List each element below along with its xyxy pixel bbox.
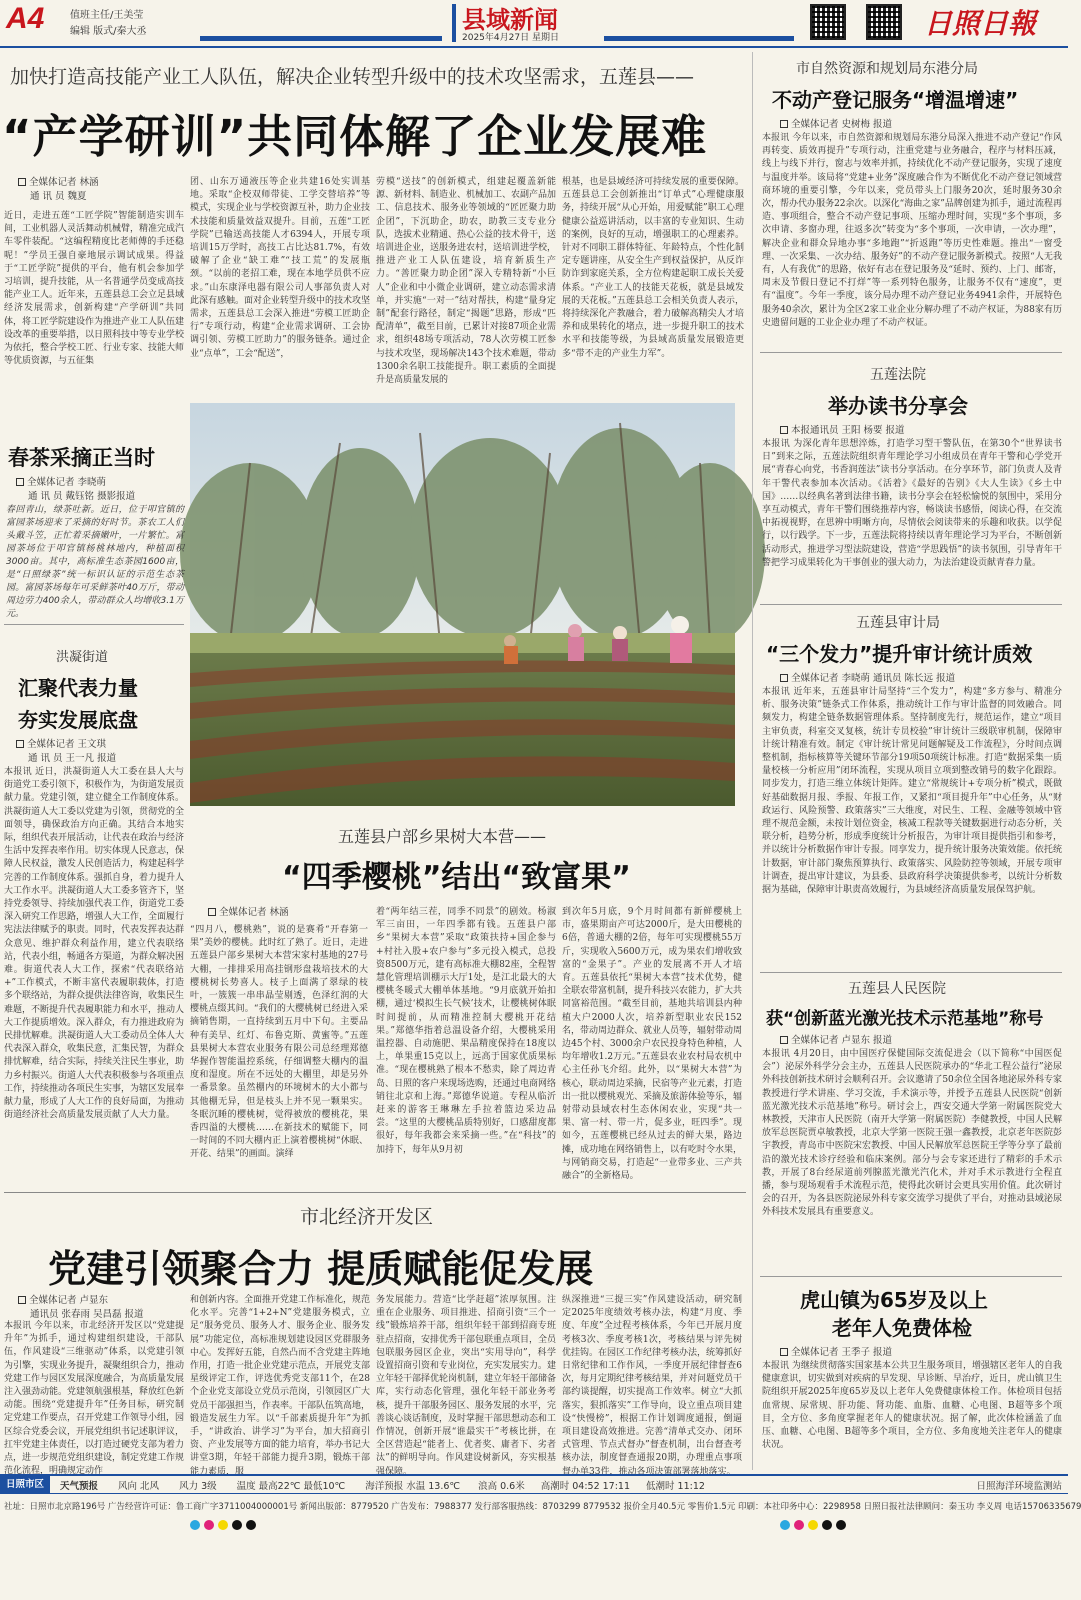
- tea-title: 春茶采摘正当时: [8, 446, 155, 470]
- weather-item: 高潮时 04:52 17:11: [540, 1480, 631, 1492]
- qr-code-icon: [810, 4, 846, 40]
- cherry-col-1: “四月八，樱桃熟”，说的是赛肴“开春第一果”美妙的樱桃。此时红了熟了。近日，走进五莲县户部乡果树大本营宋家村基地的27号大棚，一排排采用高挂钢形盘栽培技术的大樱桃树长势喜人。枝子上面满了翠绿的枝叶，一簇簇一串串晶莹剔透，色泽红润的大樱桃点缀其间。“我们的大樱桃树已经进入采摘销售期，一直持续到五月中下旬。主要品种有美早、红灯、布鲁克斯、黄蜜等。”五莲县果树大本营农业服务有限公司总经理郑德华握作智能温控系统，仔细调整大棚内的温度和湿度。所在不远处的大棚里，却是另外一番景象。虽然棚内的环境树木的大小都与其他棚无异，但是枝头上并不见一颗果实。冬眠沉睡的樱桃树，觉得被放的樱桃花，果香四溢的大樱桃……在新技术的赋能下，同一时间的不同大棚内正上演着樱桃树“休眠、开花、结果”的画面。演绎: [190, 925, 368, 1160]
- court-byline-reporter: 本报通讯员 王阳 杨要 报道: [791, 425, 905, 436]
- tea-byline-correspondent: 通 讯 员 戴钰铭 摄影报道: [28, 491, 136, 502]
- cherry-kicker: 五莲县户部乡果树大本营——: [338, 827, 547, 846]
- health-title-2: 老年人免费体检: [832, 1316, 972, 1340]
- audit-byline-reporter: 全媒体记者 李晓萌 通讯员 陈长远 报道: [791, 673, 956, 684]
- honglin-kicker: 洪凝街道: [56, 650, 109, 665]
- color-registration-marks: [780, 1520, 846, 1530]
- weather-item: 浪高 0.6米: [478, 1480, 525, 1492]
- health-byline: [780, 1346, 1060, 1360]
- hospital-byline-reporter: 全媒体记者 卢显东 报道: [791, 1035, 893, 1046]
- honglin-title-2: 夯实发展底盘: [18, 708, 138, 732]
- honglin-byline-reporter: 全媒体记者 王文琪: [27, 739, 107, 750]
- weather-source: 日照海洋环境监测站: [976, 1480, 1062, 1492]
- tea-photo-image: [190, 403, 735, 806]
- footer-line: 社址：日照市北京路196号 广告经营许可证：鲁工商广字3711004000001号 新闻出版部：8779520 广告发布：7988377 发行部客服热线：8703299 8779532 报价全月40.5元 零售价1.5元 印刷：本社印务中心：2298958 日照日报社法律顾问：秦玉功 李义周 电话15706335679: [4, 1502, 1081, 1512]
- cyan-mark-icon: [190, 1520, 200, 1530]
- party-byline-reporter: 全媒体记者 卢显东: [29, 1295, 109, 1306]
- tea-byline-reporter: 全媒体记者 李晓萌: [27, 477, 107, 488]
- court-byline: [780, 424, 1060, 438]
- honglin-byline-correspondent: 通 讯 员 王一凡 报道: [28, 753, 117, 764]
- cherry-byline-reporter: 全媒体记者 林涵: [219, 907, 289, 918]
- lead-col-1: 近日，走进五莲“工匠学院”智能制造实训车间，工业机器人灵活舞动机械臂，精准完成汽车零件装配。“这编程精度比老师傅的手还稳呢！”学员王强自豪地展示调试成果。得益于“工匠学院”提供的平台，他有机会参加学习培训，提升技能，从一名普通学员变成高技能产业工人。近年来，五莲县总工会立足县域经济发展需求，创新构建“产学研训”共同体，将工匠学院建设作为推进产业工人队伍建设改革的重要举措，以日照科技中等专业学校为依托，整合学校工匠、行业专家、技能大师等优质资源，与五征集: [4, 211, 185, 367]
- page-number: A4: [6, 2, 45, 35]
- weather-item: 风力 3级: [179, 1480, 217, 1492]
- weather-heading: 天气预报: [60, 1480, 99, 1492]
- masthead: [0, 0, 1068, 44]
- weather-bar: [0, 1474, 1068, 1494]
- tea-photo: [190, 403, 735, 806]
- realestate-kicker: 市自然资源和规划局东港分局: [796, 61, 978, 77]
- party-kicker: 市北经济开发区: [300, 1206, 434, 1228]
- black-mark-icon: [232, 1520, 242, 1530]
- party-col-4: 纵深推进“三提三实”作风建设活动，研究制定2025年度绩效考核办法，构建“月度、季度、年度”全过程考核体系，今年已开展月度考核3次、季度考核1次，考核结果与评先树优挂钩。在园区工作纪律考核办法，统筹抓好日常纪律和工作作风，一季度开展纪律督查6次，每月定期纪律考核结果，并对问题党员干部约谈提醒，切实提高工作效率。树立“大抓落实，狠抓落实”工作导向，设立重点项目建设“快慢榜”，根据工作计划调度通报，倒逼项目建设高效推进。完善“清单式交办、闭环式管理、节点式督办”督查机制，出台督查考核办法，制度督查通报20期，办理重点事项督办单33件，推动各项决策部署落地落实。: [562, 1295, 743, 1477]
- black-mark-icon: [822, 1520, 832, 1530]
- court-title: 举办读书分享会: [828, 394, 968, 418]
- realestate-byline-reporter: 全媒体记者 史树梅 报道: [791, 119, 893, 130]
- lead-byline-correspondent: 通 讯 员 魏夏: [30, 191, 87, 202]
- black-mark-icon: [246, 1520, 256, 1530]
- tea-byline: [16, 476, 181, 504]
- lead-col-3: 劳模“送技”的创新模式，组建起覆盖新能源、新材料、制造业、机械加工、农副产品加工、信息技术、服务业等领域的“匠匠聚力助企团”，下沉助企，助农，助教三支专业分队，选拔术业精通、热心公益的技术骨干，送培训进企业，送服务进农村，送培训进学校，推进产业工人队伍建设，培育新质生产力。“善匠聚力助企团”深入专精特新“小巨人”企业和中小微企业调研，建立动态需求清单，并实施“一对一”结对帮扶，构建“量身定制”配套行路径，制定“揭题”思路，形成“匹配清单”，截至目前，已累计对接87项企业需求，组织48场专项活动，78人次劳模工匠参与技术攻坚，现场解决143个技术难题，带动1300余名职工技能提升。职工素质的全面提升是高质量发展的: [376, 177, 557, 386]
- realestate-title: 不动产登记服务“增温增速”: [772, 88, 1019, 112]
- audit-byline: [780, 672, 1062, 686]
- hospital-byline: [780, 1034, 1060, 1048]
- audit-body: 本报讯 近年来，五莲县审计局坚持“三个发力”，构建“多方参与、精准分析、服务决策”链条式工作体系，推动统计工作与审计监督的同效融合。同频发力，构建全链条数据管理体系。坚持制度先行，规范运作，建立“项目主审负责，科室交叉复核，统计专员校验”审计统计三级联审机制，保障审计统计精准有效。制定《审计统计常见问题解疑及工作流程》，分时间点调整机制，指标核算等关键环节部分19项50项统计标准。打造“数据采集一质量校核一分析应用”闭环流程，实现从项目立项到整改销号的数字化跟踪。同步发力，打造三维立体统计矩阵。建立“常规统计+专项分析”模式，既做好基础数据月报、季报、年报工作，又紧扣“项目提升年”中心任务，从“财政运行、风险预警、政策落实”三大维度，对民生、工程、金融等领域中管理不规范金额，未按计划位资金，核减工程款等关键数据进行动态分析，关联分析，趋势分析，形成季度统计分析报告，为审计项目提供指引和参考，并以统计分析数据作审计专报。同享发力，提升统计服务决策效能。依托统计数据，审计部门聚焦预算执行、政策落实、风险防控等领域，开展专项审计调查，提出审计建议，为县委、县政府科学决策提供参考，以统计分析数据为基础，保障审计职责高效履行，为县域经济高质量发展保驾护航。: [762, 687, 1062, 896]
- lead-kicker: 加快打造高技能产业工人队伍，解决企业转型升级中的技术攻坚需求，五莲县——: [10, 66, 695, 88]
- tea-caption: 春回青山，绿茶吐新。近日，位于叩官镇的富园茶场迎来了采摘的好时节。茶农工人们头戴斗笠，正忙着采摘嫩叶，一片繁忙。富园茶场位于叩官镇杨桃林地内，种植面积3000亩。其中，高标准生态茶园1600亩，是“日照绿茶”统一标识认证的示范生态茶园。富园茶场每年可采鲜茶叶40万斤，带动周边劳力400余人，带动群众人均增收3.1万元。: [6, 505, 184, 619]
- party-byline: [18, 1294, 188, 1322]
- yellow-mark-icon: [218, 1520, 228, 1530]
- honglin-body: 本报讯 近日，洪凝街道人大工委在县人大与街道党工委引领下，积极作为，为街道发展贡献力量。党建引领，建立健全工作制度体系。洪凝街道人大工委以党建为引领，贯彻党的全面领导，确保政治方向正确。其结合本地实际，组织代表开展活动，让代表在政治与经济生活中发挥表率作用。切实体现人民意志，保障人民权益，激发人民创造活力，构建起科学完善的工作制度体系。强抓自身，着力提升人大工作水平。洪凝街道人大工委多管齐下，坚持党委领导、持续加强代表工作，街道党工委深入研究工作思路，增强人大工作，全面履行宪法法律赋予的职责。同时，代表发挥表达群众意见、维护群众利益作用，建立代表联络站，代表小组，畅通各方渠道，为群众解决困难。街道代表人大工作，探索“代表联络站+”工作模式，不断丰富代表履职载体，打造多个联络站，为群众提供法律咨询，收集民生难题，不断提升代表履职能力和水平，推动人大工作提质增效。深入群众，有力推进政府为民排忧解难。洪凝街道人大工委动员全体人大代表深入群众，收集民意，汇集民智，为群众排忧解难，结合实际，持续关注民生事业，助力乡村振兴。街道人大代表积极参与各项重点工作，持续推动各项民生实事，为辖区发展奉献力量，形成了人大工作的良好局面，为推动街道经济社会高质量发展贡献了人大力量。: [4, 767, 185, 1121]
- cherry-col-2: 着“两年结三茬，同季不同景”的剧效。杨淑军三亩田，一年四季都有钱。五莲县户部乡“果树大本营”采取“政策扶持+国企参与+村社入股+农户参与”多元投入模式，总投资8500万元，建有高标准大棚82座，全程智慧化管理培训棚示大厅1处，是江北最大的大樱桃冬暖式大棚单体基地。“9月底就开始扣棚，通过‘模拟生长气候’技术，让樱桃树体眠时间提前，从而精准控制大樱桃开花结果。”郑德华指着总温设备介绍，大樱桃采用温控器、自动施肥、果品精度保持在18度以上，单果重15克以上，远高于国家优质果标准。“现在樱桃熟了根本不愁卖，除了周边青岛、日照的客户来现场选购，还通过电商网络销往北京和上海。”郑德华说道。专程从临沂赶来的游客王琳琳左手拉着篮边采边品尝。“这里的大樱桃品质特别好，口感甜度都很好，每年我都会来采摘一些。”在“科技”的加持下，每年从9月初: [376, 907, 557, 1155]
- section-bar-right: [604, 36, 794, 41]
- lead-col-4: 根基，也是县域经济可持续发展的重要保障。五莲县总工会创新推出“订单式”心理健康服务，持续开展“从心开始，用爱赋能”职工心理健康公益巡讲活动，以丰富的专业知识、生动的案例，良好的互动，增强职工的心理素养。针对不同职工群体特征、年龄特点，个性化制定专题讲座，从安全生产到权益保护，从反诈防诈到家庭关系，全方位构建起职工成长关爱体系。“产业工人的技能天花板，就是县域发展的天花板。”五莲县总工会相关负责人表示，将持续深化产教融合，着力破解高精尖人才培养和成果转化的堵点，进一步提升职工的技术水平和技能等级，为县域高质量发展锻造更多“带不走的产业生力军”。: [562, 177, 744, 359]
- hospital-kicker: 五莲县人民医院: [848, 981, 946, 997]
- section-divider: [452, 4, 456, 42]
- magenta-mark-icon: [204, 1520, 214, 1530]
- magenta-mark-icon: [794, 1520, 804, 1530]
- issue-date: 2025年4月27日 星期日: [462, 33, 559, 43]
- lead-byline: [18, 176, 178, 204]
- honglin-title-1: 汇聚代表力量: [18, 676, 138, 700]
- audit-kicker: 五莲县审计局: [856, 615, 940, 631]
- weather-item: 温度 最高22℃ 最低10℃: [236, 1480, 346, 1492]
- health-body: 本报讯 为继续贯彻落实国家基本公共卫生服务项目，增强辖区老年人的自我健康意识，切实做到对疾病的早发现、早诊断、早治疗，近日，虎山镇卫生院组织开展2025年度65岁及以上老年人免费健康体检工作。体检项目包括血常规、尿常规、肝功能、肾功能、血脂、血糖、心电图、B超等多个项目，全方位、多角度掌握老年人的健康状况。据了解，此次体检涵盖了血压、血糖、心电图、B超等多个项目，全方位、多角度地关注老年人的健康状况。: [762, 1361, 1062, 1451]
- cherry-byline: [208, 906, 378, 920]
- realestate-body: 本报讯 今年以来，市自然资源和规划局东港分局深入推进不动产登记“作风再转变、质效再提升”专项行动，注重党建与业务融合，程序与材料压减，线上与线下并行，窗志与效率并抓，持续优化不动产登记服务，实现了速度与温度并举。该局将“党建+业务”深度融合作为不断优化不动产登记领域营商环境的重要引擎，今年以来，党员带头上门服务20次，延时服务30余次，帮办代办服务22余次。以深化“海曲之家”品牌创建为抓手，通过流程再造、事项组合，整合不动产登记事项、压缩办理时间，实现“多个事项，多次申请、多窗办理，往返多次”转变为“多个事项，一次申请，一次办理”，解决企业和群众异地办事“多地跑”“折返跑”等历史性难题。推出“一窗受理、一次采集、一次办结、服务好”的不动产登记服务新模式。按照“人无我有，人有我优”的思路，依好有志在登记服务及“延时、预约、上门、邮寄，周末及节假日登记不打烊”等一系列特色服务，让服务不仅有“速度”，更有“温度”。今年一季度，该分局办理不动产登记业务4941余件，开展特色服务40余次，累计为全区2家工业企业分解办理了不动产权证，为88家有历史遗留问题的工业企业办理了不动产权证。: [762, 133, 1062, 328]
- section-bar-left: [200, 36, 442, 41]
- lead-byline-reporter: 全媒体记者 林涵: [29, 177, 99, 188]
- cherry-col-3: 到次年5月底，9个月时间都有新鲜樱桃上市，盛果期亩产可达2000斤，是大田樱桃的6倍，普通大棚的2倍，每年可实现樱桃55万斤，实现收入5600万元，成为果农们增收致富的“金果子”。产业的发展离不开人才培育。五莲县依托“果树大本营”技术优势，健全联农带富机制，提升科技兴农能力，扩大共同富裕范围。“截至目前，基地共培训县内种植大户2000人次，培养新型职业农民152名，带动周边群众、就业人员等，辐射带动周边45个村、3000余户农民投身特色种植，人均年增收1.2万元。”五莲县农业农村局农机中心主任孙飞介绍。此外，以“果树大本营”为核心，联动周边采摘，民宿等产业元素，打造出一批以樱桃观光、采摘及旅游体验等乐，辐射带动县域农村生态休闲农业，实现“共一果、富一村、带一片，促多业，旺四季”。现如今，五莲樱桃已经从过去的鲜大果，路边摊，成功地在网络销售上，以有吃时令水果，与网销商交易，打造起“一业带多业、三产共融合”的全新格局。: [562, 907, 743, 1182]
- weather-item: 海洋预报 水温 13.6℃: [365, 1480, 461, 1492]
- yellow-mark-icon: [808, 1520, 818, 1530]
- party-col-3: 务发展能力。营造“比学赶超”浓厚氛围。注重在企业服务、项目推进、招商引资“三个一线”锻炼培养干部，组织年轻干部到招商专班驻点招商，安排优秀干部包联重点项目，全员包联服务园区企业，突出“实用导向”，科学设置招商引资和专业岗位，充实发展实力。建立年轻干部择优轮岗机制，建立年轻干部储备库，实行动态化管理，强化年轻干部业务考核，提升干部服务园区、服务发展的水平，完善谈心谈话制度，及时掌握干部思想动态和工作情况，创新开展“谁最实干”考核比拼，在全区营造起“能者上、优者奖、庸者下、劣者汰”的鲜明导向。作风建设树新风，夯实根基强保障。: [376, 1295, 557, 1477]
- section-name: 县域新闻: [462, 5, 558, 34]
- court-kicker: 五莲法院: [870, 367, 926, 383]
- party-col-1: 本报讯 今年以来，市北经济开发区以“党建提升年”为抓手，通过构建组织建设，干部队伍，作风建设“三维驱动”体系，以党建引领为引擎，实现业务提升，凝聚组织合力，推动党建工作与园区发展深度融合，为高质量发展注入强劲动能。党建领航强根基，释放红色新动能。围绕“党建提升年”任务目标，研究制定党建工作要点，召开党建工作领导小组，园区综合党委会议，开展党组织书记述职评议，扛牢党建主体责任，以打造过硬党支部为着力点，进一步规范党组织建设，制定党建工作规范化流程，明确规定动作: [4, 1321, 185, 1477]
- hospital-title: 获“创新蓝光激光技术示范基地”称号: [766, 1009, 1044, 1029]
- court-body: 本报讯 为深化青年思想淬炼，打造学习型干警队伍，在第30个“世界读书日”到来之际，五莲法院组织青年理论学习小组成员在青年干警和心学党开展“青春心向党，书香润莲法”读书分享活动。在分享环节，部门负责人及青年干警代表参加本次活动。《活着》《最好的告别》《大人生读》《乡土中国》……以经典名著到法律书籍，读书分享会在轻松愉悦的氛围中，采用分享互动模式，青年干警们围绕推荐内容，畅谈读书感悟，阅读心得，在交流中拓视视野，在思辨中明晰方向，尽情依会阅读带来的乐趣和收获。以学促行，以行践学。下一步，五莲法院将持续以青年理论学习为平台，不断创新活动形式，推进学习型法院建设，营造“学思践悟”的读书氛围，引导青年干警把学习成果转化为干事创业的强大动力，为法治建设贡献青春力量。: [762, 439, 1062, 568]
- black-mark-icon: [836, 1520, 846, 1530]
- lead-title: “产学研训”共同体解了企业发展难: [2, 110, 708, 163]
- paper-name-logo: 日照日報: [924, 7, 1037, 40]
- realestate-byline: [780, 118, 1060, 132]
- cherry-title: “四季樱桃”结出“致富果”: [282, 860, 631, 895]
- qr-code-icon: [866, 4, 902, 40]
- color-registration-marks: [190, 1520, 256, 1530]
- weather-item: 低潮时 11:12: [646, 1480, 705, 1492]
- cyan-mark-icon: [780, 1520, 790, 1530]
- health-title-1: 虎山镇为65岁及以上: [800, 1288, 988, 1312]
- audit-title: “三个发力”提升审计统计质效: [766, 642, 1033, 666]
- editor-line-1: 值班主任/王美莹: [70, 10, 144, 21]
- party-byline-correspondent: 通讯员 张春雨 吴昌磊 报道: [30, 1309, 144, 1320]
- lead-col-2: 团、山东万通液压等企业共建16处实训基地。采取“企校双师带徒、工学交替培养”等模式，实现企业与学校资源互补，助力企业技术技能和质量效益双提升。目前，五莲“工匠学院”已输送高技能人才6394人，开展专项培训15万学时，高技工占比达81.7%，有效破解了企业“缺工难”“技工荒”的发展瓶颈。“以前的老招工难，现在本地学员供不应求。”山东康泽电器有限公司人事部负责人对此深有感触。面对企业转型升级中的技术攻坚需求，五莲县总工会深入推进“劳模工匠助企行”专项行动，构建“企业需求调研、工会协调引领、劳模工匠助力”的服务链条。通过企业“点单”，工会“配送”，: [190, 177, 371, 359]
- weather-location: 日照市区: [0, 1476, 50, 1493]
- health-byline-reporter: 全媒体记者 王季子 报道: [791, 1347, 893, 1358]
- hospital-body: 本报讯 4月20日，由中国医疗保健国际交流促进会（以下简称“中国医促会”）泌尿外科学分会主办，五莲县人民医院承办的“华北工程公益行”泌尿外科技创新技术研讨会顺利召开。会议邀请了50余位全国各地泌尿外科专家教授进行学术讲座、学习交流，手术演示等，并授予五莲县人民医院“创新蓝光激光技术示范基地”称号。研讨会上，西安交通大学第一附属医院党大林教授，天津市人民医院（南开大学第一附属医院）李健教授，中国人民解放军总医院贾卓敏教授，北京大学第一医院王强一鑫教授，北京老年医院彭宇教授，青岛市中医院宋宏教授、中国人民解放军总医院王学等分享了最前沿的激光技术诊疗经验和临床案例。部分与会专家还进行了精彩的手术示教，开展了8台经尿道前列腺蓝光激光汽化术，并对手术示教进行全程直播，参与现场观看手术流程示范，使得此次研讨会更具实用价值。此次研讨会的召开，为各县医院泌尿外科专家交流学习提供了平台，对推动县域泌尿外科技术发展具有重要意义。: [762, 1049, 1062, 1218]
- honglin-byline: [16, 738, 181, 766]
- weather-item: 风向 北风: [118, 1480, 160, 1492]
- editor-line-2: 编辑 版式/秦大丞: [70, 26, 147, 37]
- party-col-2: 和创新内容。全面推开党建工作标准化，规范化水平。完善“1+2+N”党建服务模式，立足“服务党员、服务人才、服务企业、服务发展”功能定位，高标准规划建设园区党群服务中心。发挥好五能，自然凸而不含党建主阵地作用，打造一批企业党建示范点，开展党支部星级评定工作，评选优秀党支部11个，在28个企业党支部设立党员示范岗，引领园区广大党员干部强担当，作表率。干部队伍筑高地，锻造发展生力军。以“千部素质提升年”为抓手，“讲政治、讲学习”为平台，加大招商引资、产业发展等方面的能力培育，举办书记大讲堂3期，年轻干部能力提升3期，锻炼干部能力素质，服: [190, 1295, 371, 1477]
- party-title: 党建引领聚合力 提质赋能促发展: [48, 1247, 594, 1291]
